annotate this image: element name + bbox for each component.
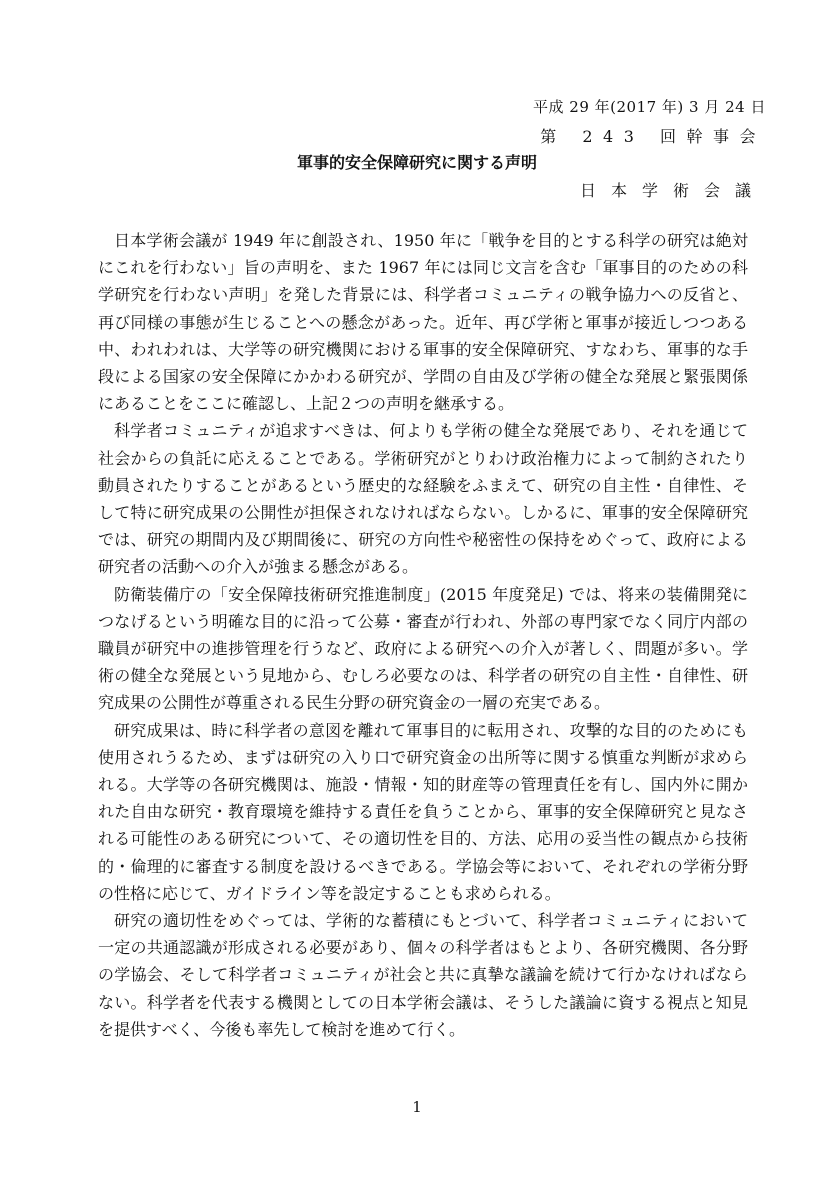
paragraph: 研究の適切性をめぐっては、学術的な蓄積にもとづいて、科学者コミュニティにおいて一定の共通認識が形成される必要があり、個々の科学者はもとより、各研究機関、各分野の学協会、そして科学者コミュニティが社会と共に真摯な議論を続けて行かなければならない。科学者を代表する機関としての日本学術会議は、そうした議論に資する視点と知見を提供すべく、今後も率先して検討を進めて行く。 [98,911,748,1039]
paragraph: 防衛装備庁の「安全保障技術研究推進制度」(2015 年度発足) では、将来の装備開発につなげるという明確な目的に沿って公募・審査が行われ、外部の専門家でなく同庁内部の職員が研究中の進捗管理を行うなど、政府による研究への介入が著しく、問題が多い。学術の健全な発展という見地から、むしろ必要なのは、科学者の研究の自主性・自律性、研究成果の公開性が尊重される民生分野の研究資金の一層の充実である。 [98,584,748,713]
statement-body [98,227,748,1043]
document-title: 軍事的安全保障研究に関する声明 [296,153,537,172]
paragraph: 科学者コミュニティが追求すべきは、何よりも学術の健全な発展であり、それを通じて社会からの負託に応えることである。学術研究がとりわけ政治権力によって制約されたり動員されたりすることがあるという歴史的な経験をふまえて、研究の自主性・自律性、そして特に研究成果の公開性が担保されなければならない。しかるに、軍事的安全保障研究では、研究の期間内及び期間後に、研究の方向性や秘密性の保持をめぐって、政府による研究者の活動への介入が強まる懸念がある。 [98,421,748,577]
page-number: 1 [412,1098,422,1116]
paragraph: 日本学術会議が 1949 年に創設され、1950 年に「戦争を目的とする科学の研究は絶対にこれを行わない」旨の声明を、また 1967 年には同じ文言を含む「軍事目的のための科学研究を行わない声明」を発した背景には、科学者コミュニティの戦争協力への反省と、再び同様の事態が生じることへの懸念があった。近年、再び学術と軍事が接近しつつある中、われわれは、大学等の研究機関における軍事的安全保障研究、すなわち、軍事的な手段による国家の安全保障にかかわる研究が、学問の自由及び学術の健全な発展と緊張関係にあることをここに確認し、上記２つの声明を継承する。 [98,231,748,414]
paragraph: 研究成果は、時に科学者の意図を離れて軍事目的に転用され、攻撃的な目的のためにも使用されうるため、まずは研究の入り口で研究資金の出所等に関する慎重な判断が求められる。大学等の各研究機関は、施設・情報・知的財産等の管理責任を有し、国内外に開かれた自由な研究・教育環境を維持する責任を負うことから、軍事的安全保障研究と見なされる可能性のある研究について、その適切性を目的、方法、応用の妥当性の観点から技術的・倫理的に審査する制度を設けるべきである。学協会等において、それぞれの学術分野の性格に応じて、ガイドライン等を設定することも求められる。 [98,720,748,903]
organization-name: 日本学術会議 [579,181,766,200]
meeting-label: 第 243 回幹事会 [540,127,766,146]
document-date: 平成 29 年(2017 年) 3 月 24 日 [533,98,766,116]
